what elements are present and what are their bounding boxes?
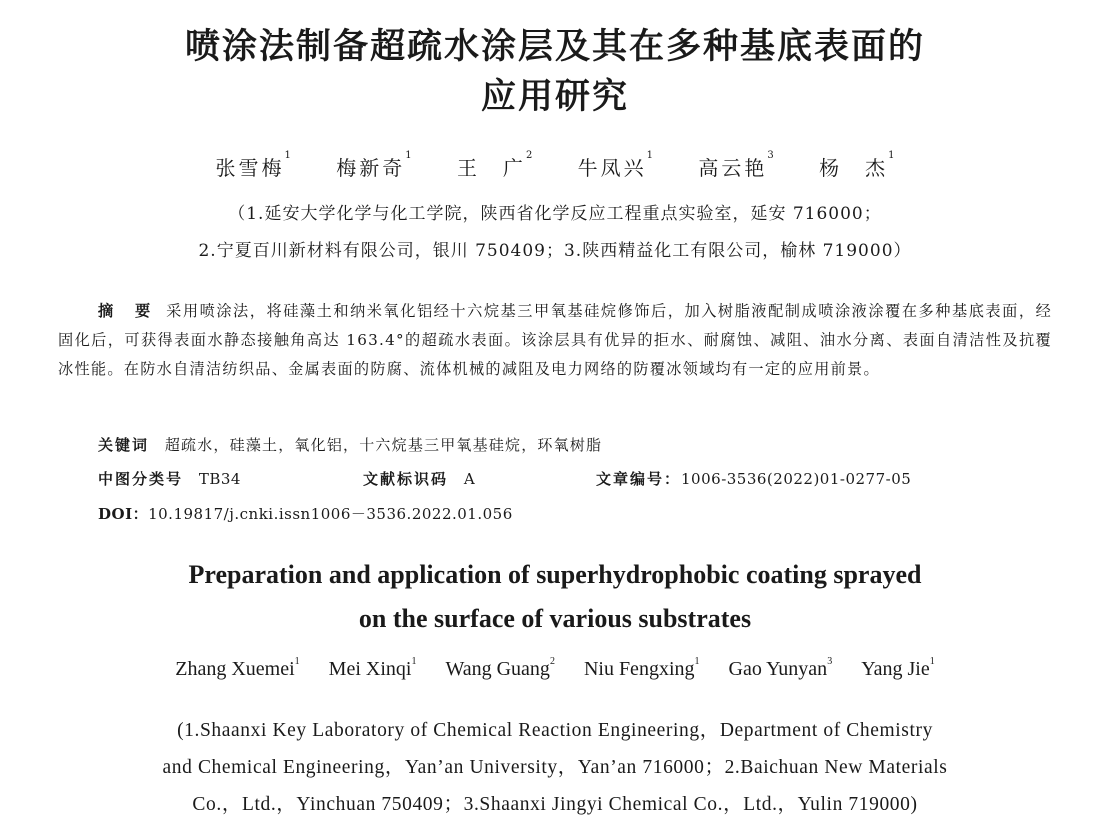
affiliation-zh-line1: （1.延安大学化学与化工学院，陕西省化学反应工程重点实验室，延安 716000；	[228, 204, 882, 224]
title-zh-line2: 应用研究	[480, 77, 629, 117]
doc-code-label: 文献标识码	[363, 470, 449, 488]
author-zh: 张雪梅$^1$	[215, 150, 291, 180]
affiliation-en-line3: Co.，Ltd.，Yinchuan 750409；3.Shaanxi Jingyi Chemical Co.，Ltd.，Yulin 719000)	[192, 794, 918, 815]
affiliation-zh	[0, 196, 1110, 270]
clc-value: TB34	[198, 470, 241, 488]
doi-label: DOI：	[98, 505, 149, 523]
affiliation-zh-line2: 2.宁夏百川新材料有限公司，银川 750409；3.陕西精益化工有限公司，榆林 719000）	[198, 241, 912, 261]
title-zh-line1: 喷涂法制备超疏水涂层及其在多种基底表面的	[184, 27, 925, 67]
authors-en	[0, 658, 1110, 681]
author-zh: 王 广$^2$	[456, 150, 533, 180]
author-en: Mei Xinqi$^1$	[328, 656, 417, 680]
author-en: Zhang Xuemei$^1$	[175, 656, 300, 680]
doc-code-value: A	[463, 470, 476, 488]
author-en: Yang Jie$^1$	[861, 656, 935, 680]
article-number-label: 文章编号：	[596, 470, 682, 488]
classification-row	[98, 468, 1058, 490]
abstract	[58, 297, 1052, 384]
keywords-text: 超疏水，硅藻土，氧化铝，十六烷基三甲氧基硅烷，环氧树脂	[164, 436, 603, 454]
title-en	[0, 553, 1110, 641]
author-en: Gao Yunyan$^3$	[728, 656, 833, 680]
affiliation-en-line1: (1.Shaanxi Key Laboratory of Chemical Reaction Engineering，Department of Chemistry	[177, 720, 933, 741]
doi-value: 10.19817/j.cnki.issn1006－3536.2022.01.056	[148, 505, 513, 523]
affiliation-en-line2: and Chemical Engineering，Yan’an University，Yan’an 716000；2.Baichuan New Materials	[162, 757, 948, 778]
article-number	[596, 468, 911, 489]
author-zh: 梅新奇$^1$	[336, 150, 412, 180]
doi	[98, 503, 1058, 524]
abstract-text: 采用喷涂法，将硅藻土和纳米氧化铝经十六烷基三甲氧基硅烷修饰后，加入树脂液配制成喷涂液涂覆在多种基底表面，经固化后，可获得表面水静态接触角高达 163.4°的超疏水表面。该涂层具有优异的拒水、耐腐蚀、减阻、油水分离、表面自清洁性及抗覆冰性能。在防水自清洁纺织品、金属表面的防腐、流体机械的减阻及电力网络的防覆冰领域均有一定的应用前景。	[58, 302, 1053, 378]
keywords	[98, 434, 1058, 455]
keywords-label: 关键词	[98, 436, 150, 454]
doc-code	[363, 468, 475, 489]
author-zh: 高云艳$^3$	[698, 150, 774, 180]
abstract-label: 摘 要	[98, 302, 154, 320]
title-zh	[0, 24, 1110, 120]
author-zh: 牛凤兴$^1$	[577, 150, 654, 180]
authors-zh	[0, 152, 1110, 181]
title-en-line1: Preparation and application of superhydrophobic coating sprayed	[188, 560, 922, 589]
author-en: Niu Fengxing$^1$	[583, 656, 700, 680]
title-en-line2: on the surface of various substrates	[358, 604, 752, 633]
clc	[98, 468, 241, 489]
author-en: Wang Guang$^2$	[445, 656, 555, 680]
clc-label: 中图分类号	[98, 470, 184, 488]
author-zh: 杨 杰$^1$	[819, 150, 895, 180]
affiliation-en	[0, 712, 1110, 823]
article-number-value: 1006-3536(2022)01-0277-05	[681, 470, 912, 488]
